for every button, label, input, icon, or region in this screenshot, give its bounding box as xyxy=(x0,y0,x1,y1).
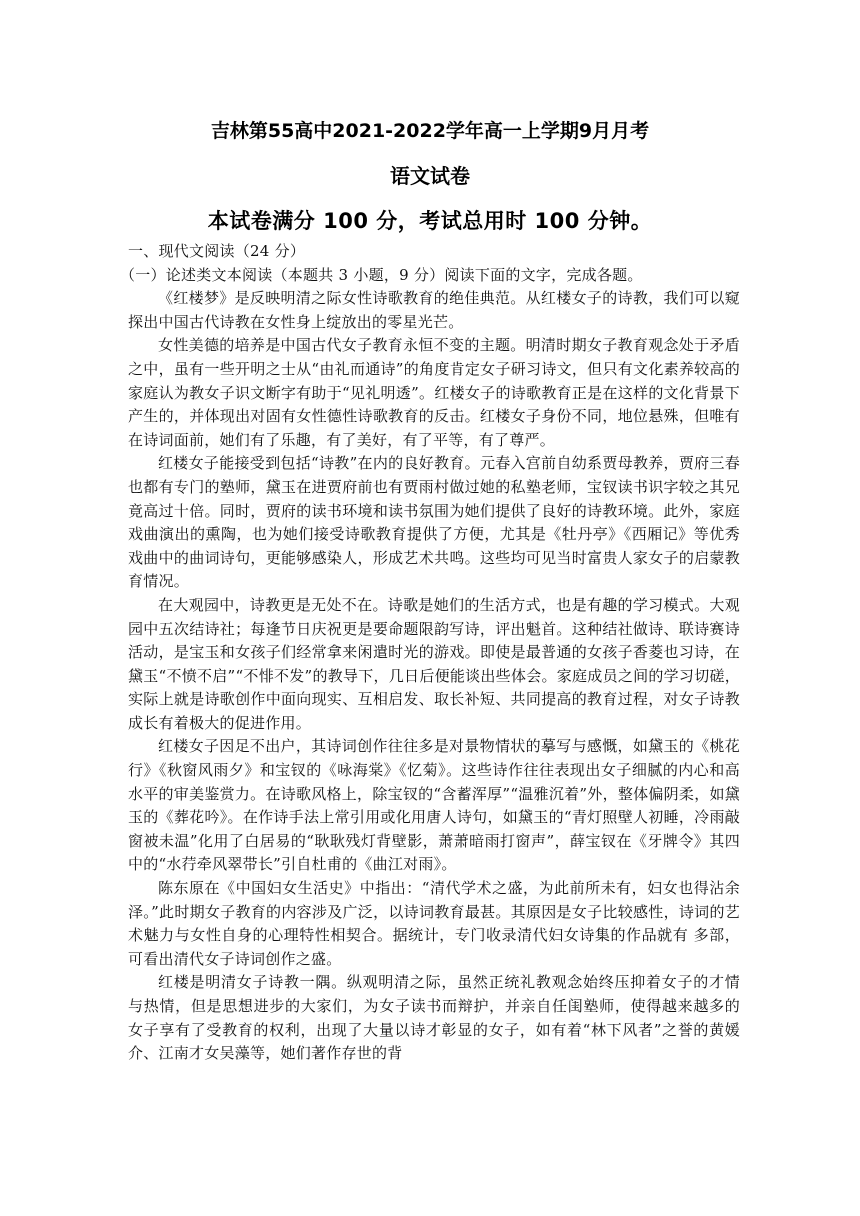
section-heading: 一、现代文阅读（24 分） xyxy=(128,242,306,260)
paragraph: 红楼是明清女子诗教一隅。纵观明清之际，虽然正统礼教观念始终压抑着女子的才情 与热情，但是思想进步的大家们，为女子读书而辩护，并亲自任闺塾师，使得越来越多的 女子享有了受教育的权利，出现了大量以诗才彰显的女子，如有着“林下风者”之誉的黄媛介、江南才女吴藻等，她们著作存世的背 xyxy=(128,973,740,1063)
exam-subtitle: 语文试卷 xyxy=(390,164,470,188)
paragraph: 红楼女子能接受到包括“诗教”在内的良好教育。元春入宫前自幼系贾母教养，贾府三春也都有专门的塾师，黛玉在进贾府前也有贾雨村做过她的私塾老师，宝钗读书识字较之其兄竟高过十倍。同时，贾府的读书环境和读书氛围为她们提供了良好的诗教环境。此外，家庭戏曲演出的熏陶，也为她们接受诗歌教育提供了方便，尤其是《牡丹亭》《西厢记》等优秀戏曲中的曲词诗句，更能够感染人，形成艺术共鸣。这些均可见当时富贵人家女子的启蒙教育情况。 xyxy=(128,454,740,591)
reading-passage xyxy=(120,240,740,1066)
paragraph: 《红楼梦》是反映明清之际女性诗歌教育的绝佳典范。从红楼女子的诗教，我们可以窥探出中国古代诗教在女性身上绽放出的零星光芒。 xyxy=(128,289,740,331)
exam-notice: 本试卷满分 100 分，考试总用时 100 分钟。 xyxy=(207,209,653,233)
section-subheading: （一）论述类文本阅读（本题共 3 小题，9 分）阅读下面的文字，完成各题。 xyxy=(120,265,643,284)
exam-title: 吉林第55高中2021-2022学年高一上学期9月月考 xyxy=(210,120,650,142)
paragraph: 陈东原在《中国妇女生活史》中指出：“清代学术之盛，为此前所未有，妇女也得沾余泽。”此时期女子教育的内容涉及广泛，以诗词教育最甚。其原因是女子比较感性，诗词的艺术魅力与女性自身的心理特性相契合。据统计，专门收录清代妇女诗集的作品就有 多部，可看出清代女子诗词创作之盛。 xyxy=(128,879,740,968)
paragraph: 在大观园中，诗教更是无处不在。诗歌是她们的生活方式，也是有趣的学习模式。大观园中五次结诗社；每逢节日庆祝更是要命题限韵写诗，评出魁首。这种结社做诗、联诗赛诗活动，是宝玉和女孩子们经常拿来闲遣时光的游戏。即使是最普通的女孩子香菱也习诗，在黛玉“不愤不启”“不悱不发”的教导下，几日后便能谈出些体会。家庭成员之间的学习切磋，实际上就是诗歌创作中面向现实、互相启发、取长补短、共同提高的教育过程，对女子诗教成长有着极大的促进作用。 xyxy=(128,595,740,732)
paragraph: 女性美德的培养是中国古代女子教育永恒不变的主题。明清时期女子教育观念处于矛盾之中，虽有一些开明之士从“由礼而通诗”的角度肯定女子研习诗文，但只有文化素养较高的家庭认为教女子识文断字有助于“见礼明透”。红楼女子的诗歌教育正是在这样的文化背景下产生的，并体现出对固有女性德性诗歌教育的反击。红楼女子身份不同，地位悬殊，但唯有在诗词面前，她们有了乐趣，有了美好，有了平等，有了尊严。 xyxy=(128,336,740,449)
paragraph: 红楼女子因足不出户，其诗词创作往往多是对景物情状的摹写与感慨，如黛玉的《桃花行》《秋窗风雨夕》和宝钗的《咏海棠》《忆菊》。这些诗作往往表现出女子细腻的内心和高水平的审美鉴赏力。在诗歌风格上，除宝钗的“含蓄浑厚”“温雅沉着”外，整体偏阴柔，如黛玉的《葬花吟》。在作诗手法上常引用或化用唐人诗句，如黛玉的“青灯照壁人初睡，冷雨敲窗被未温”化用了白居易的“耿耿残灯背壁影，萧萧暗雨打窗声”，薛宝钗在《牙牌令》其四中的“水荇牵风翠带长”引自杜甫的《曲江对雨》。 xyxy=(128,737,740,874)
